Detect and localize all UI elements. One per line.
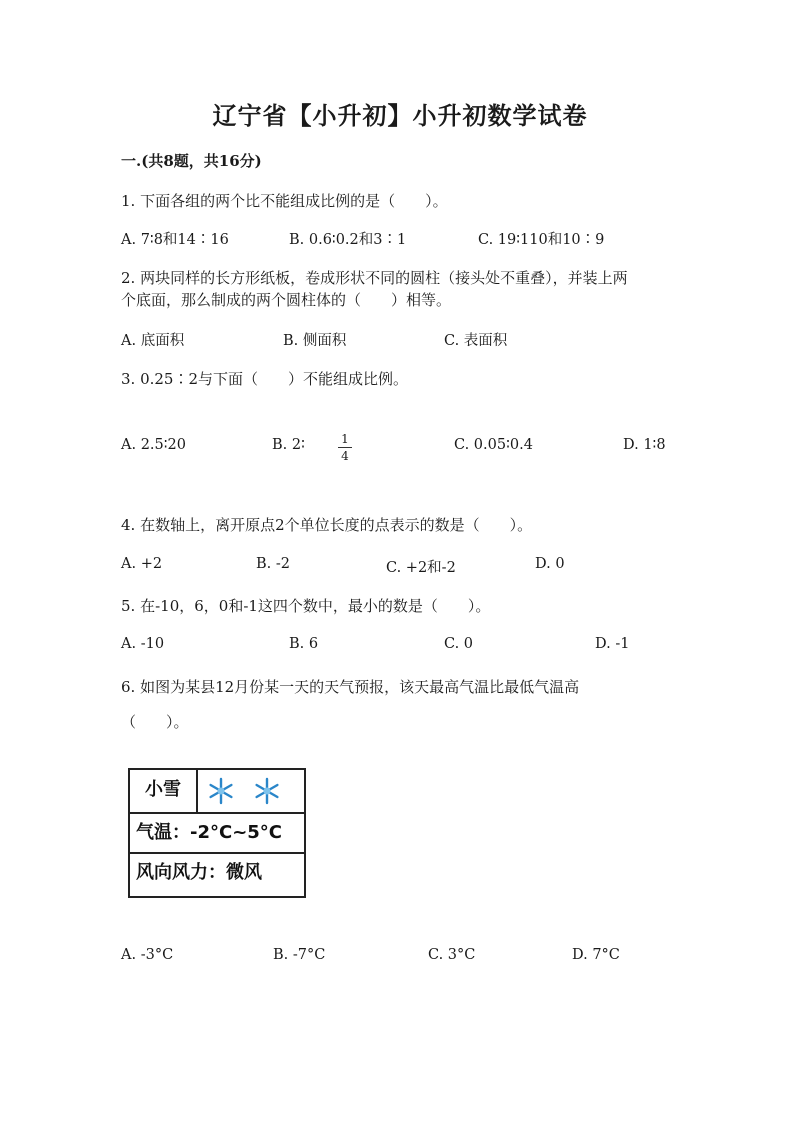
question-4-stem: 4. 在数轴上，离开原点2个单位长度的点表示的数是（ ）。 [121,516,533,534]
question-5-option-b: B. 6 [289,636,319,652]
question-6-option-b: B. -7°C [273,947,326,963]
question-3-option-a: A. 2.5∶20 [121,437,186,453]
weather-wind: 风向风力：微风 [136,862,262,883]
question-6-stem-line-2: （ ）。 [121,713,189,731]
snowflake-icon [252,776,282,806]
weather-wind-row [130,854,304,895]
question-2-option-c: C. 表面积 [444,333,508,349]
fraction-denominator: 4 [341,449,349,463]
weather-condition-row [130,770,304,814]
question-2-option-b: B. 侧面积 [283,333,347,349]
page-title: 辽宁省【小升初】小升初数学试卷 [212,101,588,130]
question-1-option-a: A. 7∶8和14∶16 [121,232,229,248]
question-3-option-b: B. 2∶ [272,437,305,453]
question-3-option-d: D. 1∶8 [623,437,666,453]
snowflake-icon [206,776,236,806]
question-1-stem: 1. 下面各组的两个比不能组成比例的是（ ）。 [121,192,448,210]
question-2-stem-line-2: 个底面，那么制成的两个圆柱体的（ ）相等。 [121,291,452,309]
question-5-stem: 5. 在-10，6，0和-1这四个数中，最小的数是（ ）。 [121,597,491,615]
question-4-option-d: D. 0 [535,556,565,572]
fraction-one-quarter [338,432,352,463]
question-6-stem-line-1: 6. 如图为某县12月份某一天的天气预报，该天最高气温比最低气温高 [121,678,580,696]
question-5-option-a: A. -10 [121,636,165,652]
question-5-option-d: D. -1 [595,636,630,652]
question-6-option-a: A. -3°C [121,947,174,963]
section-heading: 一.(共8题，共16分) [121,152,262,170]
weather-temperature: 气温：-2°C~5°C [136,822,283,843]
question-6-option-d: D. 7°C [572,947,620,963]
weather-temperature-row [130,814,304,854]
question-6-option-c: C. 3°C [428,947,476,963]
question-4-option-b: B. -2 [256,556,290,572]
question-5-option-c: C. 0 [444,636,474,652]
question-4-option-a: A. +2 [121,556,163,572]
question-1-option-c: C. 19∶110和10∶9 [478,232,605,248]
question-2-option-a: A. 底面积 [121,333,185,349]
question-3-stem: 3. 0.25∶2与下面（ ）不能组成比例。 [121,370,409,388]
question-3-option-c: C. 0.05∶0.4 [454,437,533,453]
weather-condition: 小雪 [130,770,198,812]
fraction-numerator: 1 [341,432,349,446]
question-4-option-c: C. +2和-2 [386,560,456,576]
question-1-option-b: B. 0.6∶0.2和3∶1 [289,232,407,248]
fraction-bar [338,447,352,448]
weather-forecast-card [128,768,306,898]
question-2-stem-line-1: 2. 两块同样的长方形纸板，卷成形状不同的圆柱（接头处不重叠），并装上两 [121,269,628,287]
